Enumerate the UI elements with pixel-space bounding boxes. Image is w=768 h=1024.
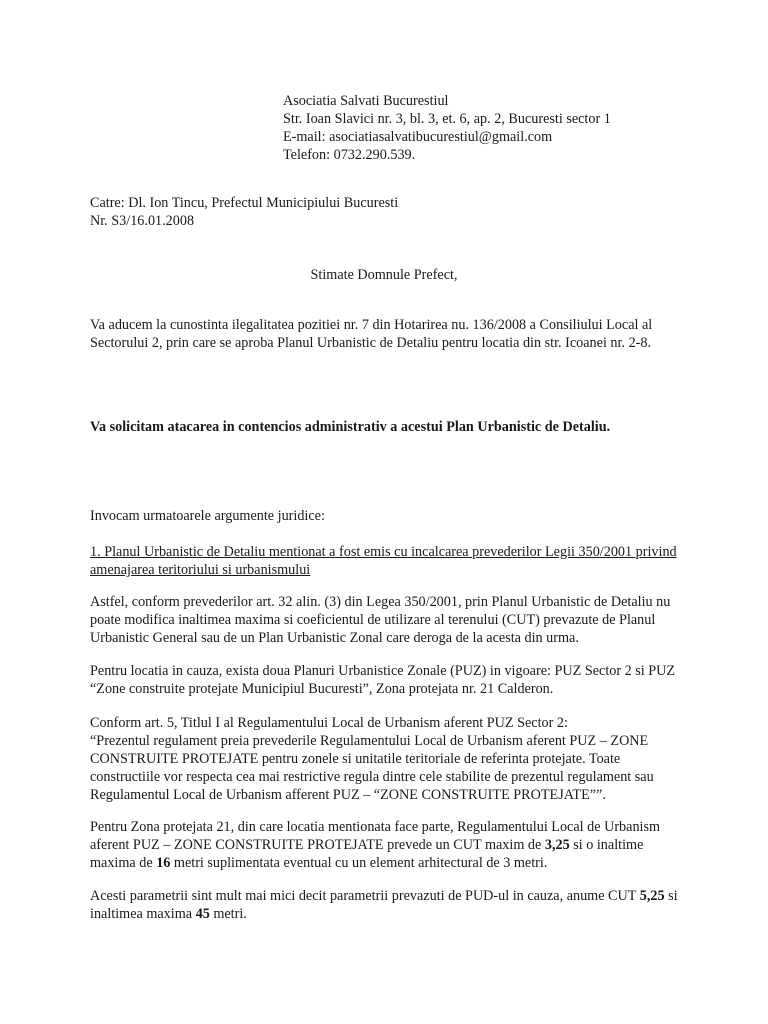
text-segment: maxima de [90,855,157,871]
intro-line: Sectorului 2, prin care se aproba Planul Urbanistic de Detaliu pentru locatia din str. Icoanei nr. 2-8. [90,335,652,351]
paragraph-line [90,887,730,905]
paragraph-line: Regulamentul Local de Urbanism afferent PUZ – “ZONE CONSTRUITE PROTEJATE””. [90,787,606,803]
paragraph-line: Pentru Zona protejata 21, din care locatia mentionata face parte, Regulamentului Local de Urbanism [90,819,661,835]
paragraph-line: Urbanistic General sau de un Plan Urbanistic Zonal care deroga de la acesta din urma. [90,630,579,646]
sender-phone: Telefon: 0732.290.539. [283,147,416,163]
argument-heading-1 [90,543,730,579]
recipient-to: Catre: Dl. Ion Tincu, Prefectul Municipiului Bucuresti [90,195,399,211]
text-segment: inaltimea maxima [90,906,196,922]
arguments-intro-line: Invocam urmatoarele argumente juridice: [90,508,325,524]
paragraph-line [90,905,730,923]
request-statement [90,418,730,436]
paragraph-line: CONSTRUITE PROTEJATE pentru zonele si unitatile teritoriale de referinta protejate. Toate [90,751,621,767]
paragraph-law-article [90,593,730,647]
paragraph-line: “Zone construite protejate Municipiul Bucuresti”, Zona protejata nr. 21 Calderon. [90,681,554,697]
arguments-intro [90,507,730,525]
heading-line: amenajarea teritoriului si urbanismului [90,562,311,578]
intro-paragraph [90,316,730,352]
paragraph-line: “Prezentul regulament preia prevederile Regulamentului Local de Urbanism aferent PUZ – ZONE [90,733,649,749]
text-segment: aferent PUZ – ZONE CONSTRUITE PROTEJATE prevede un CUT maxim de [90,837,545,853]
paragraph-zone-21 [90,818,730,872]
request-line: Va solicitam atacarea in contencios administrativ a acestui Plan Urbanistic de Detaliu. [90,419,611,435]
paragraph-line: Pentru locatia in cauza, exista doua Planuri Urbanistice Zonale (PUZ) in vigoare: PUZ Sector 2 si PUZ [90,663,676,679]
salutation: Stimate Domnule Prefect, [310,267,458,283]
sender-address: Str. Ioan Slavici nr. 3, bl. 3, et. 6, ap. 2, Bucuresti sector 1 [283,111,611,127]
text-segment: metri. [209,906,247,922]
pud-cut-value: 5,25 [639,888,665,904]
cut-value: 3,25 [544,837,570,853]
heading-line: 1. Planul Urbanistic de Detaliu mentionat a fost emis cu incalcarea prevederilor Legii 350/2001 privind [90,544,677,560]
intro-line: Va aducem la cunostinta ilegalitatea pozitiei nr. 7 din Hotarirea nu. 136/2008 a Consiliului Local al [90,317,653,333]
paragraph-line: Astfel, conform prevederilor art. 32 alin. (3) din Legea 350/2001, prin Planul Urbanistic de Detaliu nu [90,594,671,610]
paragraph-line [90,836,730,854]
paragraph-line: poate modifica inaltimea maxima si coeficientul de utilizare al terenului (CUT) prevazute de Planul [90,612,656,628]
pud-height-value: 45 [195,906,210,922]
paragraph-line [90,854,730,872]
text-segment: metri suplimentata eventual cu un element arhitectural de 3 metri. [170,855,548,871]
recipient-block [90,194,730,230]
sender-email: E-mail: asociatiasalvatibucurestiul@gmail.com [283,129,553,145]
paragraph-line: Conform art. 5, Titlul I al Regulamentului Local de Urbanism aferent PUZ Sector 2: [90,715,568,731]
height-value: 16 [156,855,171,871]
text-segment: si [664,888,678,904]
reference-number: Nr. S3/16.01.2008 [90,213,195,229]
paragraph-line: constructiile vor respecta cea mai restrictive regula dintre cele stabilite de prezentul regulament sau [90,769,654,785]
sender-name: Asociatia Salvati Bucurestiul [283,93,449,109]
paragraph-comparison [90,887,730,923]
paragraph-puz [90,662,730,698]
paragraph-regulation [90,714,730,804]
text-segment: si o inaltime [569,837,644,853]
text-segment: Acesti parametrii sint mult mai mici decit parametrii prevazuti de PUD-ul in cauza, anume CUT [90,888,640,904]
sender-block [283,92,611,164]
